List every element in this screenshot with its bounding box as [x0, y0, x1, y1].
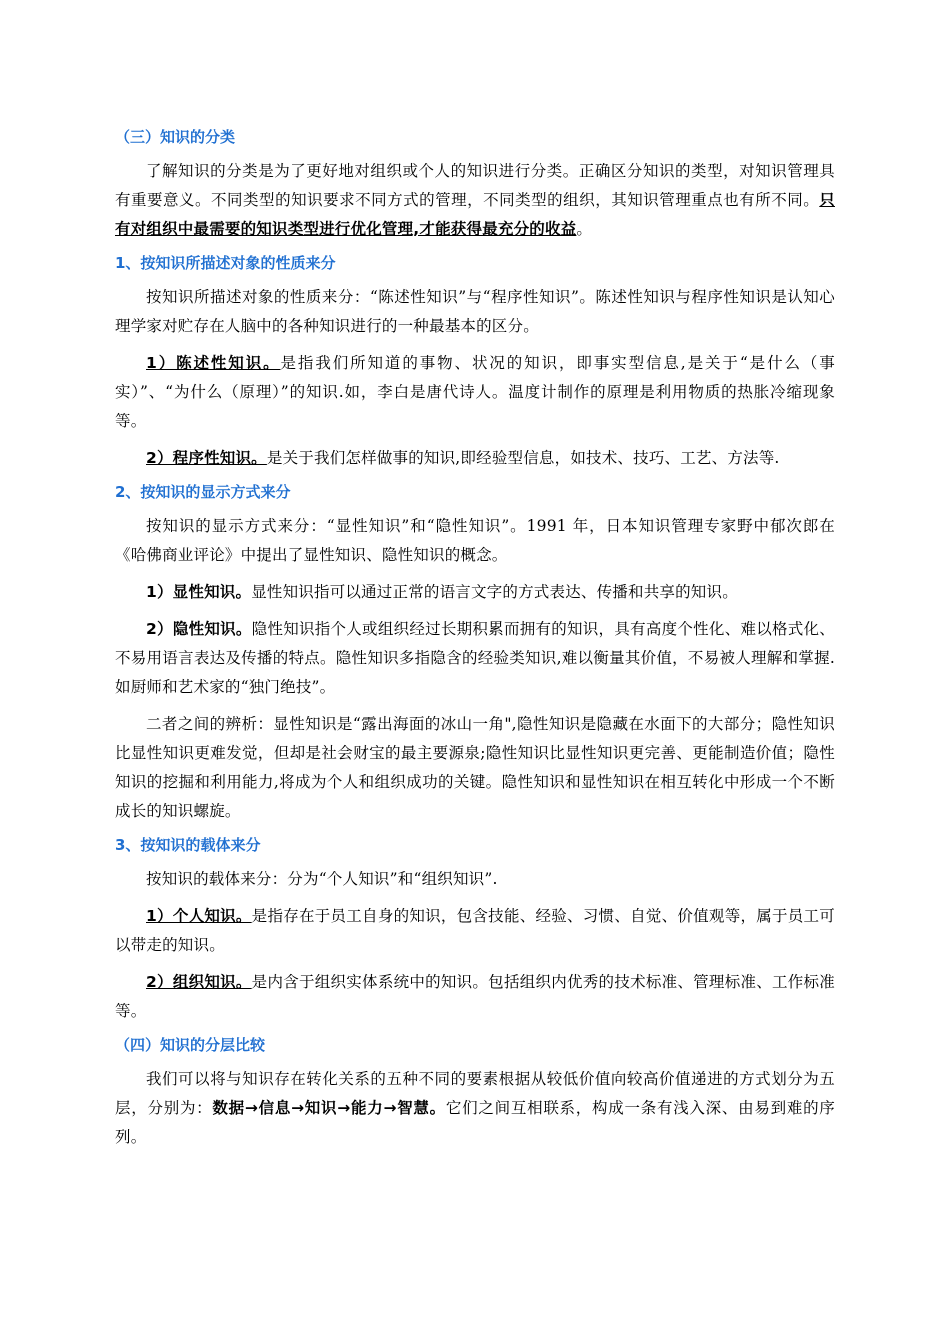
document-page	[115, 120, 835, 1160]
organizational-label: 2）组织知识。	[146, 973, 252, 991]
layers-end: 它们之间互相联系，构成一条有浅入深、由易到难的序列。	[115, 1099, 836, 1146]
comparison-paragraph: 二者之间的辨析：显性知识是“露出海面的冰山一角",隐性知识是隐藏在水面下的大部分；隐性知识比显性知识更难发觉，但却是社会财宝的最主要源泉;隐性知识比显性知识更完善、更能制造价值；隐性知识的挖掘和利用能力,将成为个人和组织成功的关键。隐性知识和显性知识在相互转化中形成一个不断成长的知识螺旋。	[115, 715, 835, 820]
procedural-label: 2）程序性知识。	[146, 449, 267, 467]
personal-label: 1）个人知识。	[146, 907, 252, 925]
procedural-text: 是关于我们怎样做事的知识,即经验型信息，如技术、技巧、工艺、方法等.	[266, 449, 780, 467]
explicit-text: 显性知识指可以通过正常的语言文字的方式表达、传播和共享的知识。	[251, 583, 738, 601]
subheading-2: 2、按知识的显示方式来分	[115, 483, 291, 501]
subheading-1: 1、按知识所描述对象的性质来分	[115, 254, 336, 272]
declarative-text: 是指我们所知道的事物、状况的知识，即事实型信息,是关于“是什么（事实）”、“为什么（原理）”的知识.如，李白是唐代诗人。温度计制作的原理是利用物质的热胀冷缩现象等。	[115, 354, 835, 430]
subheading-2-paragraph: 按知识的显示方式来分：“显性知识”和“隐性知识”。1991 年，日本知识管理专家野中郁次郎在《哈佛商业评论》中提出了显性知识、隐性知识的概念。	[115, 517, 835, 564]
section-3-title: （三）知识的分类	[115, 128, 236, 146]
intro-end: 。	[576, 220, 593, 238]
explicit-label: 1）显性知识。	[146, 583, 252, 601]
subheading-3: 3、按知识的载体来分	[115, 836, 261, 854]
subheading-1-paragraph: 按知识所描述对象的性质来分：“陈述性知识”与“程序性知识”。陈述性知识与程序性知识是认知心理学家对贮存在人脑中的各种知识进行的一种最基本的区分。	[115, 288, 835, 335]
declarative-label: 1）陈述性知识。	[146, 354, 281, 372]
procedural-knowledge-item	[115, 444, 835, 473]
organizational-knowledge-item	[115, 968, 835, 1026]
section-4-paragraph	[115, 1065, 835, 1152]
section-3-intro	[115, 157, 835, 244]
tacit-knowledge-item	[115, 615, 835, 702]
declarative-knowledge-item	[115, 349, 835, 436]
personal-knowledge-item	[115, 902, 835, 960]
intro-emphasis: 只有对组织中最需要的知识类型进行优化管理,才能获得最充分的收益	[115, 191, 835, 238]
personal-text: 是指存在于员工自身的知识，包含技能、经验、习惯、自觉、价值观等，属于员工可以带走的知识。	[115, 907, 836, 954]
layers-intro: 我们可以将与知识存在转化关系的五种不同的要素根据从较低价值向较高价值递进的方式划分为五层，分别为：	[115, 1070, 835, 1117]
section-4-title: （四）知识的分层比较	[115, 1036, 266, 1054]
layers-sequence: 数据→信息→知识→能力→智慧。	[212, 1099, 446, 1117]
explicit-knowledge-item	[115, 578, 835, 607]
tacit-label: 2）隐性知识。	[146, 620, 252, 638]
subheading-3-paragraph: 按知识的载体来分：分为“个人知识”和“组织知识”.	[146, 870, 498, 888]
tacit-text: 隐性知识指个人或组织经过长期积累而拥有的知识，具有高度个性化、难以格式化、不易用语言表达及传播的特点。隐性知识多指隐含的经验类知识,难以衡量其价值，不易被人理解和掌握.如厨师和艺术家的“独门绝技”。	[115, 620, 836, 696]
intro-text: 了解知识的分类是为了更好地对组织或个人的知识进行分类。正确区分知识的类型，对知识管理具有重要意义。不同类型的知识要求不同方式的管理，不同类型的组织，其知识管理重点也有所不同。	[115, 162, 835, 209]
organizational-text: 是内含于组织实体系统中的知识。包括组织内优秀的技术标准、管理标准、工作标准等。	[115, 973, 836, 1020]
